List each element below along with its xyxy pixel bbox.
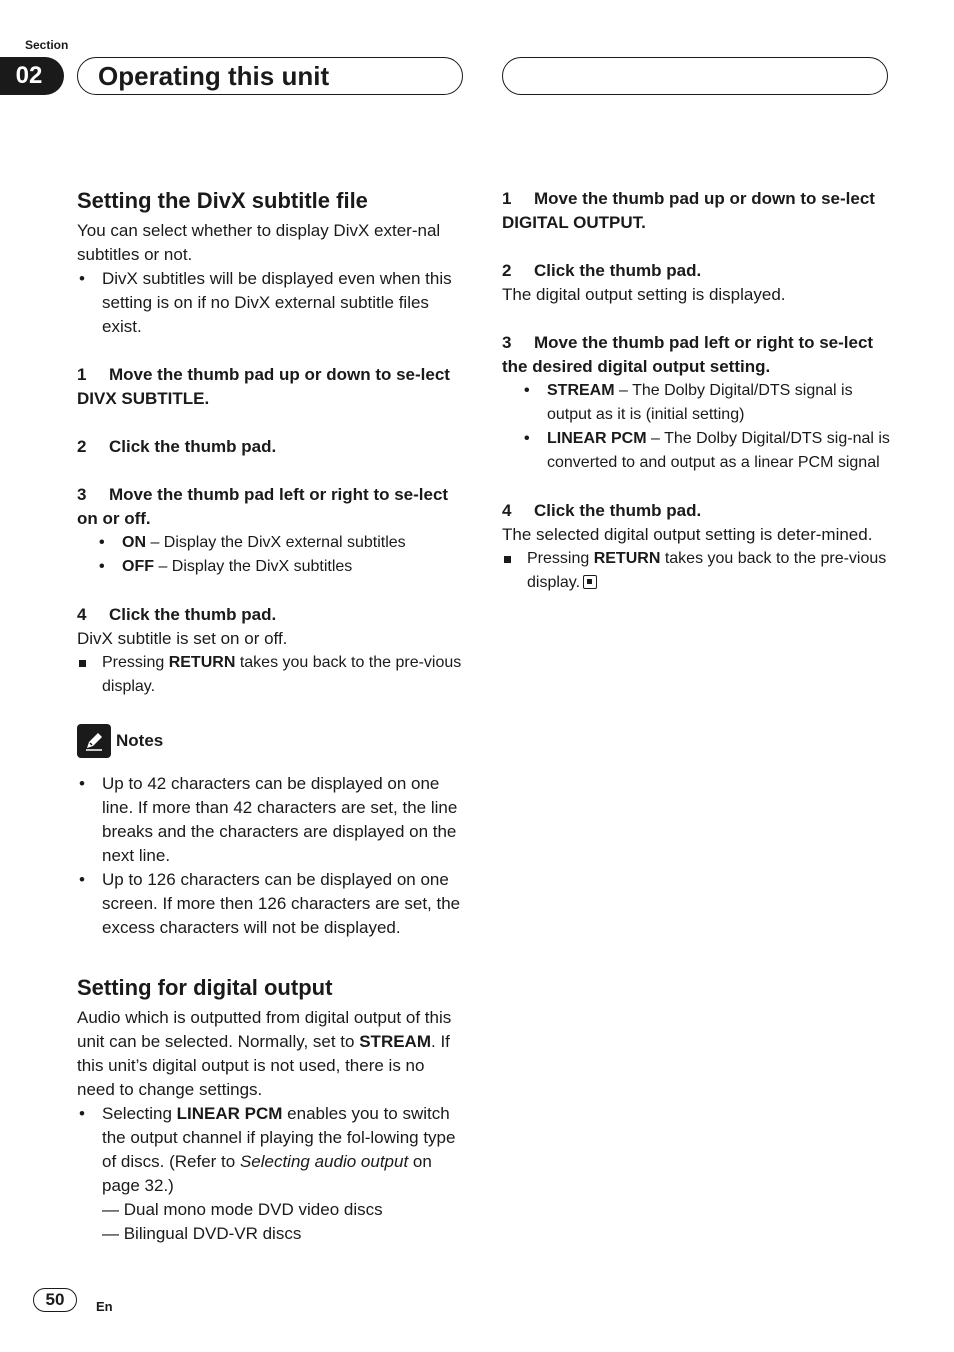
return-key: RETURN <box>168 654 236 671</box>
bullet-post: on page 32.) <box>102 1152 432 1195</box>
divx-heading: Setting the DivX subtitle file <box>77 188 368 213</box>
step-number: 1 <box>77 365 87 384</box>
step-text: Move the thumb pad up or down to se-lect DIVX SUBTITLE. <box>77 365 450 408</box>
note-item: • Up to 126 characters can be displayed on one screen. If more then 126 characters are set, the excess characters will not be displayed. <box>77 868 465 940</box>
divx-step-1 <box>77 363 465 411</box>
digital-step-1 <box>502 187 890 235</box>
digital-step-4 <box>502 499 890 523</box>
bullet-pre: Selecting <box>102 1104 177 1123</box>
step-number: 4 <box>502 501 512 520</box>
digital-output-section <box>77 974 465 1246</box>
return-pre: Pressing <box>102 654 169 671</box>
language-label: En <box>96 1299 113 1314</box>
intro-pre: Audio which is outputted from digital output of this unit can be selected. Normally, set to <box>77 1008 452 1051</box>
disc-type-item: — Bilingual DVD-VR discs <box>102 1224 302 1243</box>
digital-step-3 <box>502 331 890 379</box>
section-label: Section <box>25 38 69 52</box>
digital-intro <box>77 1006 465 1102</box>
digital-step-2-result: The digital output setting is displayed. <box>502 285 786 304</box>
divx-step-4 <box>77 603 465 627</box>
step-number: 2 <box>77 437 87 456</box>
square-bullet-icon <box>504 556 511 563</box>
bullet-ref: Selecting audio output <box>239 1152 409 1171</box>
divx-step-3 <box>77 483 465 531</box>
right-column <box>502 187 890 595</box>
option-stream <box>502 379 890 427</box>
option-label: ON <box>122 534 146 551</box>
note-item: • Up to 42 characters can be displayed on one line. If more than 42 characters are set, the line breaks and the characters are displayed on the next line. <box>77 772 465 868</box>
option-desc: – Display the DivX external subtitles <box>146 534 406 551</box>
notes-header <box>77 724 465 758</box>
divx-note-bullet: • DivX subtitles will be displayed even when this setting is on if no DivX external subtitle files exist. <box>77 267 465 339</box>
step-number: 2 <box>502 261 512 280</box>
return-post: takes you back to the pre-vious display. <box>527 550 887 591</box>
divx-step-2 <box>77 435 465 459</box>
option-label: LINEAR PCM <box>547 430 647 447</box>
step-number: 4 <box>77 605 87 624</box>
digital-return-note <box>502 547 890 595</box>
header-right-frame <box>502 57 888 95</box>
option-off <box>77 555 465 579</box>
intro-key: STREAM <box>359 1032 431 1051</box>
end-mark-icon <box>583 575 597 589</box>
step-text: Move the thumb pad left or right to se-lect on or off. <box>77 485 449 528</box>
return-post: takes you back to the pre-vious display. <box>102 654 462 695</box>
digital-bullet <box>77 1102 465 1198</box>
step-text: Move the thumb pad left or right to se-lect the desired digital output setting. <box>502 333 874 376</box>
step-text: Click the thumb pad. <box>534 261 702 280</box>
bullet-key: LINEAR PCM <box>176 1104 283 1123</box>
option-on <box>77 531 465 555</box>
option-label: STREAM <box>547 382 615 399</box>
notes-label: Notes <box>116 731 164 750</box>
option-desc: – The Dolby Digital/DTS sig-nal is converted to and output as a linear PCM signal <box>547 430 890 471</box>
step-text: Move the thumb pad up or down to se-lect DIGITAL OUTPUT. <box>502 189 875 232</box>
step-text: Click the thumb pad. <box>109 437 277 456</box>
option-linear-pcm <box>502 427 890 475</box>
digital-step-4-result: The selected digital output setting is deter-mined. <box>502 525 873 544</box>
digital-heading: Setting for digital output <box>77 975 333 1000</box>
digital-step-2 <box>502 259 890 283</box>
pencil-icon <box>77 724 111 758</box>
divx-result: DivX subtitle is set on or off. <box>77 629 288 648</box>
divx-return-note <box>77 651 465 699</box>
left-column <box>77 187 465 699</box>
square-bullet-icon <box>79 660 86 667</box>
page-number: 50 <box>33 1288 77 1312</box>
step-text: Click the thumb pad. <box>109 605 277 624</box>
divx-intro: You can select whether to display DivX exter-nal subtitles or not. <box>77 221 441 264</box>
bullet-mid: enables you to switch the output channel if playing the fol-lowing type of discs. (Refer to <box>102 1104 456 1171</box>
step-text: Click the thumb pad. <box>534 501 702 520</box>
option-label: OFF <box>122 558 154 575</box>
option-desc: – The Dolby Digital/DTS signal is output as it is (initial setting) <box>547 382 853 423</box>
return-key: RETURN <box>593 550 661 567</box>
option-desc: – Display the DivX subtitles <box>154 558 353 575</box>
intro-post: . If this unit’s digital output is not used, there is no need to change settings. <box>77 1032 450 1099</box>
step-number: 3 <box>77 485 87 504</box>
step-number: 3 <box>502 333 512 352</box>
page-title: Operating this unit <box>77 57 463 95</box>
section-number-badge: 02 <box>0 57 64 95</box>
notes-block <box>77 724 465 940</box>
disc-type-item: — Dual mono mode DVD video discs <box>102 1200 383 1219</box>
step-number: 1 <box>502 189 512 208</box>
return-pre: Pressing <box>527 550 594 567</box>
